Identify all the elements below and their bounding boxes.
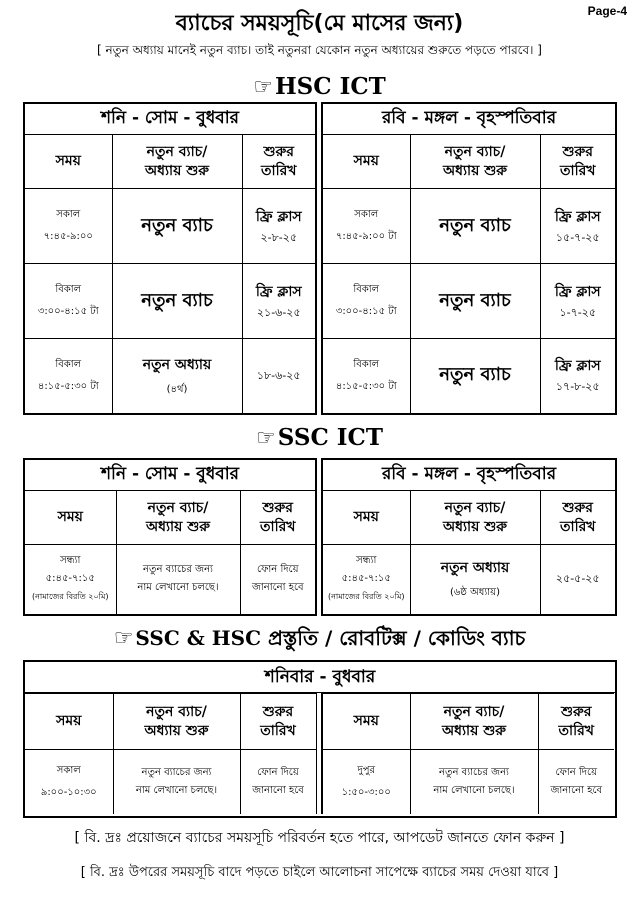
hsc-right-table: [321, 102, 617, 415]
hsc-heading-text: HSC ICT: [274, 73, 386, 100]
pointing-hand-icon: ☞: [256, 426, 276, 451]
ssc-heading-text: SSC ICT: [277, 424, 383, 451]
page-title: ব্যাচের সময়সূচি(মে মাসের জন্য): [175, 11, 464, 36]
hsc-left-table: [23, 102, 317, 415]
hsc-section-heading: [0, 73, 639, 100]
header-start-date: শুরুর তারিখ: [540, 135, 616, 189]
prep-section-heading: [0, 624, 639, 657]
time-cell: সকাল ৭:৪৫-৯:০০ টা: [322, 189, 410, 264]
time-cell: সকাল ৭:৪৫-৯:০০: [24, 189, 112, 264]
pointing-hand-icon: ☞: [113, 626, 134, 651]
batch-cell: নতুন ব্যাচ: [112, 264, 242, 339]
batch-cell: নতুন ব্যাচ: [410, 339, 540, 414]
intro-note: [ নতুন অধ্যায় মানেই নতুন ব্যাচ। তাই নতুনরা যেকোন নতুন অধ্যায়ের শুরুতে পড়তে পারবে। ]: [97, 43, 542, 57]
table-row: [322, 189, 616, 264]
ssc-right-days: রবি - মঙ্গল - বৃহস্পতিবার: [322, 459, 616, 491]
page-number: Page-4: [587, 4, 627, 18]
table-row: [24, 545, 316, 615]
table-row: [25, 750, 316, 814]
header-time: সময়: [322, 135, 410, 189]
batch-cell: নতুন ব্যাচ: [410, 189, 540, 264]
hsc-right-days: রবি - মঙ্গল - বৃহস্পতিবার: [322, 103, 616, 135]
header-batch: নতুন ব্যাচ/ অধ্যায় শুরু: [116, 491, 240, 545]
time-cell: সন্ধ্যা ৫:৪৫-৭:১৫ (নামাজের বিরতি ২০মি): [322, 545, 410, 615]
header-time: সময়: [24, 491, 116, 545]
header-batch: নতুন ব্যাচ/ অধ্যায় শুরু: [112, 135, 242, 189]
date-cell: ফ্রি ক্লাস ১৫-৭-২৫: [540, 189, 616, 264]
footnote-custom-schedule: [ বি. দ্রঃ উপরের সময়সূচি বাদে পড়তে চাইলে আলোচনা সাপেক্ষে ব্যাচের সময় দেওয়া যাবে ]: [80, 865, 559, 880]
hsc-left-days: শনি - সোম - বুধবার: [24, 103, 316, 135]
header-batch: নতুন ব্যাচ/ অধ্যায় শুরু: [410, 694, 538, 750]
date-cell: ফ্রি ক্লাস ১-৭-২৫: [540, 264, 616, 339]
table-row: [24, 189, 316, 264]
date-cell: ফোন দিয়ে জানানো হবে: [538, 750, 614, 814]
batch-cell: নতুন অধ্যায় (৪র্থ): [112, 339, 242, 414]
time-cell: বিকাল ৩:০০-৪:১৫ টা: [24, 264, 112, 339]
time-cell: বিকাল ৪:১৫-৫:৩০ টা: [24, 339, 112, 414]
batch-cell: নতুন ব্যাচের জন্য নাম লেখানো চলছে।: [113, 750, 240, 814]
date-cell: ২৫-৫-২৫: [540, 545, 616, 615]
date-cell: ফ্রি ক্লাস ২১-৬-২৫: [242, 264, 316, 339]
header-time: সময়: [322, 694, 410, 750]
date-cell: ফোন দিয়ে জানানো হবে: [240, 750, 316, 814]
prep-days: শনিবার - বুধবার: [25, 662, 615, 693]
header-time: সময়: [24, 135, 112, 189]
time-cell: বিকাল ৩:০০-৪:১৫ টা: [322, 264, 410, 339]
footnote-schedule-change: [ বি. দ্রঃ প্রয়োজনে ব্যাচের সময়সূচি পরিবর্তন হতে পারে, আপডেট জানতে ফোন করুন ]: [74, 830, 565, 846]
table-row: [24, 339, 316, 414]
batch-cell: নতুন ব্যাচের জন্য নাম লেখানো চলছে।: [410, 750, 538, 814]
batch-cell: নতুন ব্যাচের জন্য নাম লেখানো চলছে।: [116, 545, 240, 615]
batch-cell: নতুন অধ্যায় (৬ষ্ঠ অধ্যায়): [410, 545, 540, 615]
time-cell: দুপুর ১:৫০-৩:০০: [322, 750, 410, 814]
header-batch: নতুন ব্যাচ/ অধ্যায় শুরু: [410, 135, 540, 189]
ssc-section-heading: [0, 424, 639, 451]
date-cell: ফ্রি ক্লাস ২-৮-২৫: [242, 189, 316, 264]
header-start-date: শুরুর তারিখ: [242, 135, 316, 189]
header-start-date: শুরুর তারিখ: [240, 694, 316, 750]
ssc-right-table: [321, 458, 617, 616]
batch-cell: নতুন ব্যাচ: [410, 264, 540, 339]
header-batch: নতুন ব্যাচ/ অধ্যায় শুরু: [113, 694, 240, 750]
batch-cell: নতুন ব্যাচ: [112, 189, 242, 264]
table-row: [24, 264, 316, 339]
date-cell: ফ্রি ক্লাস ১৭-৮-২৫: [540, 339, 616, 414]
date-cell: ফোন দিয়ে জানানো হবে: [240, 545, 316, 615]
table-row: [322, 545, 616, 615]
pointing-hand-icon: ☞: [253, 75, 273, 100]
header-start-date: শুরুর তারিখ: [540, 491, 616, 545]
table-row: [322, 750, 614, 814]
prep-heading-text: SSC & HSC প্রস্তুতি / রোবটিক্স / কোডিং ব্যাচ: [135, 626, 526, 650]
header-start-date: শুরুর তারিখ: [240, 491, 316, 545]
table-row: [322, 339, 616, 414]
date-cell: ১৮-৬-২৫: [242, 339, 316, 414]
time-cell: সন্ধ্যা ৫:৪৫-৭:১৫ (নামাজের বিরতি ২০মি): [24, 545, 116, 615]
table-row: [322, 264, 616, 339]
header-start-date: শুরুর তারিখ: [538, 694, 614, 750]
header-time: সময়: [25, 694, 113, 750]
time-cell: সকাল ৯:০০-১০:৩০: [25, 750, 113, 814]
time-cell: বিকাল ৪:১৫-৫:৩০ টা: [322, 339, 410, 414]
prep-right-table: [321, 693, 614, 814]
prep-left-table: [25, 693, 317, 814]
ssc-left-days: শনি - সোম - বুধবার: [24, 459, 316, 491]
ssc-left-table: [23, 458, 317, 616]
header-time: সময়: [322, 491, 410, 545]
header-batch: নতুন ব্যাচ/ অধ্যায় শুরু: [410, 491, 540, 545]
